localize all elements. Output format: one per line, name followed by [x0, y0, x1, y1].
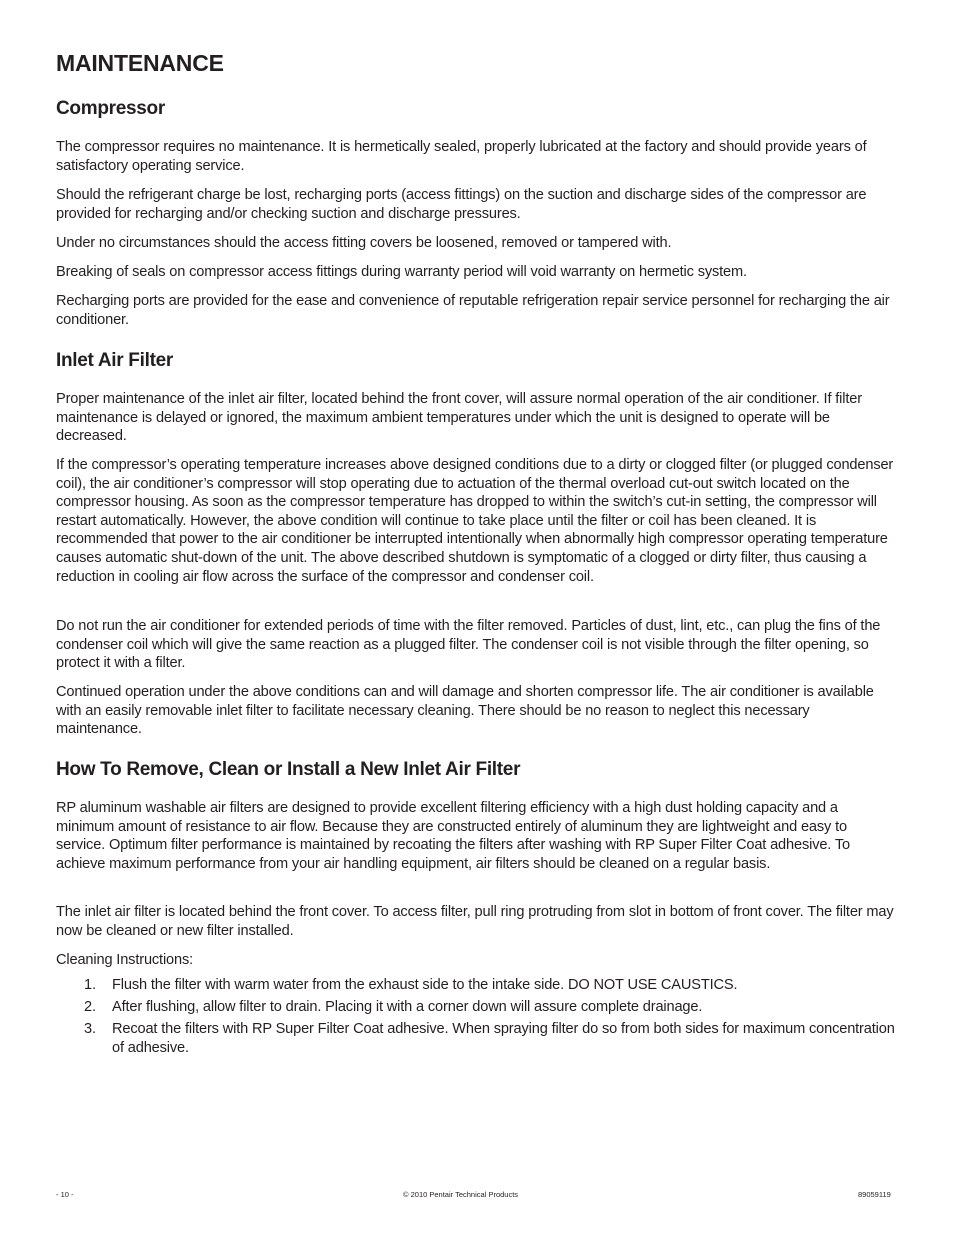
paragraph: If the compressor’s operating temperature increases above designed conditions due to a dirty or clogged filter (or plugged condenser coil), the air conditioner’s compressor will stop operating due to actuation of the thermal overload cut-out switch located on the compressor housing. As soon as the compressor temperature has dropped to within the switch’s cut-in setting, the compressor will restart automatically. However, the above condition will continue to take place until the filter or coil has been cleaned. It is recommended that power to the air conditioner be interrupted intentionally when abnormally high compressor operating temperature causes automatic shut-down of the unit. The above described shutdown is symptomatic of a clogged or dirty filter, thus causing a reduction in cooling air flow across the surface of the compressor and condenser coil. [56, 457, 894, 585]
list-item-text: Flush the filter with warm water from the exhaust side to the intake side. DO NOT USE CAUSTICS. [112, 977, 738, 993]
footer-copyright: © 2010 Pentair Technical Products [403, 1190, 519, 1199]
paragraph: Do not run the air conditioner for extended periods of time with the filter removed. Particles of dust, lint, etc., can plug the fins of the condenser coil which will give the same reaction as a plugged filter. The condenser coil is not visible through the filter opening, so protect it with a filter. [56, 618, 881, 672]
paragraph: The inlet air filter is located behind the front cover. To access filter, pull ring protruding from slot in bottom of front cover. The filter may now be cleaned or new filter installed. [56, 904, 894, 939]
cleaning-steps-list [56, 976, 898, 1061]
section-heading-compressor: Compressor [56, 98, 165, 119]
list-item-text: Recoat the filters with RP Super Filter Coat adhesive. When spraying filter do so from both sides for maximum concentration of adhesive. [112, 1021, 895, 1056]
section-heading-inlet-air-filter: Inlet Air Filter [56, 350, 173, 371]
list-item-text: After flushing, allow filter to drain. Placing it with a corner down will assure complete drainage. [112, 999, 703, 1016]
paragraph: RP aluminum washable air filters are designed to provide excellent filtering efficiency with a high dust holding capacity and a minimum amount of resistance to air flow. Because they are constructed entirely of aluminum they are lightweight and easy to service. Optimum filter performance is maintained by recoating the filters after washing with RP Super Filter Coat adhesive. To achieve maximum performance from your air handling equipment, air filters should be cleaned on a regular basis. [56, 800, 850, 872]
page-title: MAINTENANCE [56, 50, 224, 76]
paragraph: The compressor requires no maintenance. It is hermetically sealed, properly lubricated at the factory and should provide years of satisfactory operating service. [56, 139, 867, 174]
list-item [56, 1020, 898, 1057]
paragraph: Under no circumstances should the access fitting covers be loosened, removed or tampered with. [56, 235, 672, 251]
cleaning-instructions-label: Cleaning Instructions: [56, 952, 194, 968]
footer-doc-number: 89059119 [858, 1190, 891, 1199]
footer-page-number: - 10 - [56, 1190, 74, 1199]
list-item [56, 998, 898, 1017]
list-item-number: 1. [84, 977, 96, 993]
list-item-number: 2. [84, 999, 96, 1016]
list-item [56, 976, 898, 995]
paragraph: Should the refrigerant charge be lost, recharging ports (access fittings) on the suction and discharge sides of the compressor are provided for recharging and/or checking suction and discharge pressures. [56, 187, 867, 222]
paragraph: Proper maintenance of the inlet air filter, located behind the front cover, will assure normal operation of the air conditioner. If filter maintenance is delayed or ignored, the maximum ambient temperatures under which the unit is designed to operate will be decreased. [56, 391, 862, 445]
paragraph: Continued operation under the above conditions can and will damage and shorten compressor life. The air conditioner is available with an easily removable inlet filter to facilitate necessary cleaning. There should be no reason to neglect this necessary maintenance. [56, 684, 874, 738]
paragraph: Recharging ports are provided for the ease and convenience of reputable refrigeration repair service personnel for recharging the air conditioner. [56, 293, 890, 328]
list-item-number: 3. [84, 1021, 96, 1038]
section-heading-how-to: How To Remove, Clean or Install a New Inlet Air Filter [56, 759, 521, 780]
paragraph: Breaking of seals on compressor access fittings during warranty period will void warranty on hermetic system. [56, 264, 747, 280]
